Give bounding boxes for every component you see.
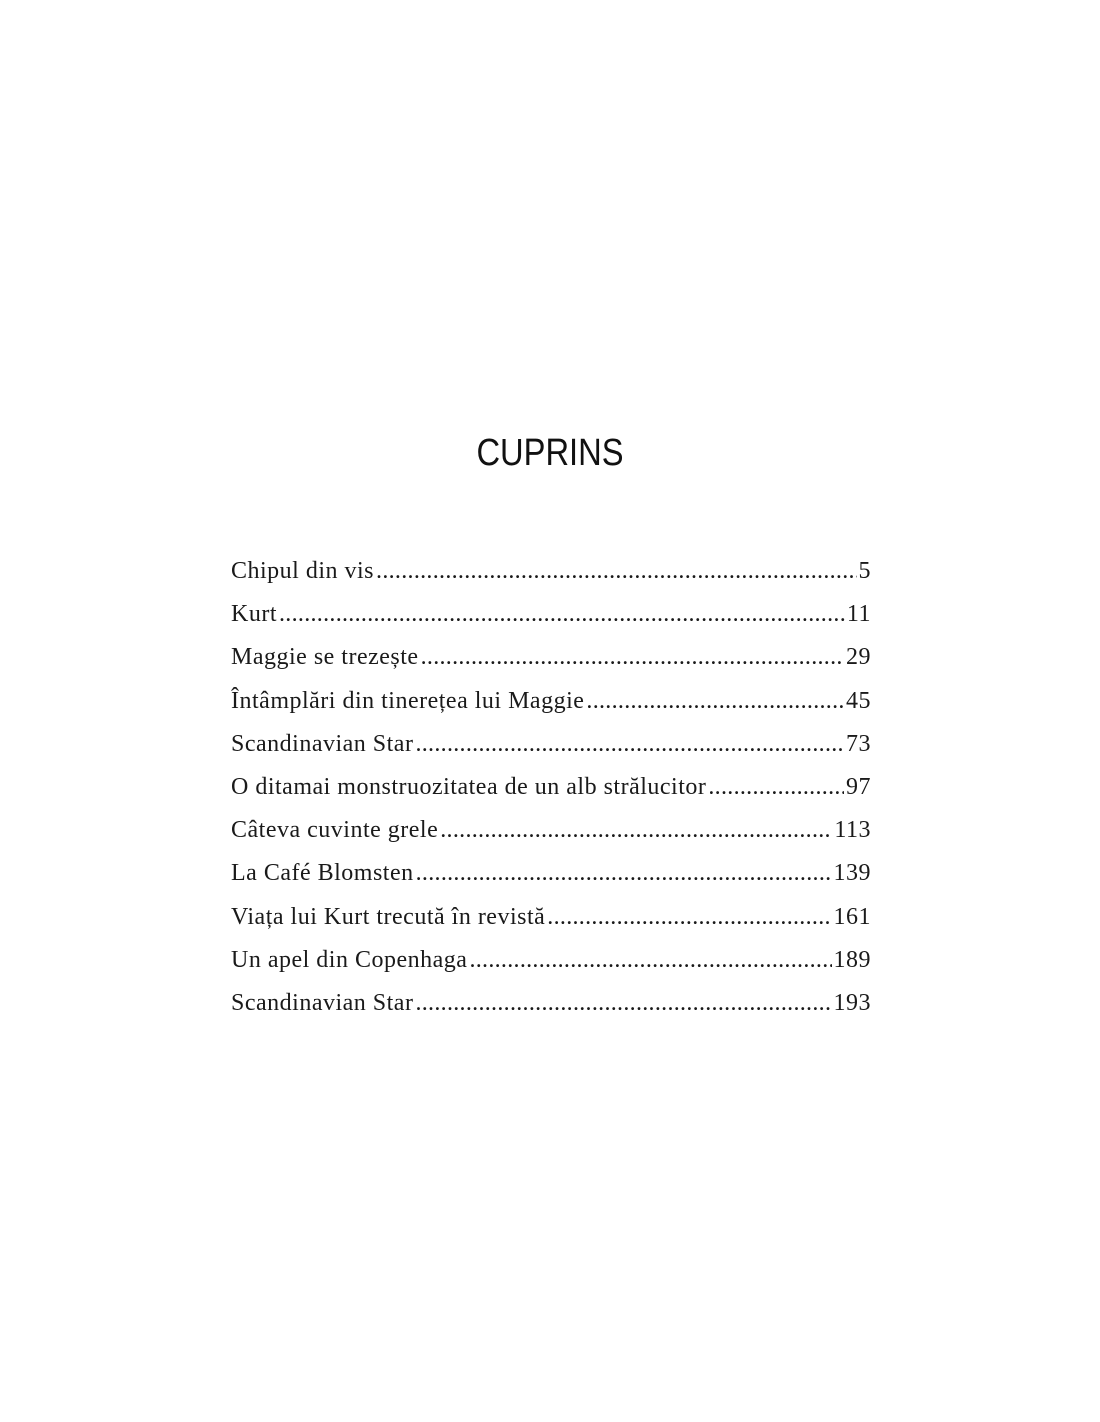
toc-page-number: 29 xyxy=(846,644,871,671)
dot-leader xyxy=(376,550,856,593)
dot-leader xyxy=(416,852,832,895)
toc-page-number: 73 xyxy=(846,730,871,757)
toc-entry-title: Maggie se trezește xyxy=(231,644,419,671)
dot-leader xyxy=(469,939,831,982)
page-title: CUPRINS xyxy=(476,432,624,474)
dot-leader xyxy=(415,723,844,766)
toc-page-number: 193 xyxy=(833,989,871,1016)
toc-page-number: 11 xyxy=(846,601,871,628)
toc-page-number: 113 xyxy=(834,817,871,844)
dot-leader xyxy=(547,896,831,939)
toc-entry xyxy=(231,852,871,895)
toc-entry-title: Kurt xyxy=(231,601,277,628)
toc-entry-title: Viața lui Kurt trecută în revistă xyxy=(231,903,546,930)
toc-entry xyxy=(231,939,871,982)
toc-entry-title: Scandinavian Star xyxy=(231,989,414,1016)
toc-entry-title: O ditamai monstruozitatea de un alb strălucitor xyxy=(231,773,707,800)
dot-leader xyxy=(421,636,844,679)
table-of-contents xyxy=(231,550,871,1025)
toc-entry xyxy=(231,680,871,723)
toc-entry-title: Un apel din Copenhaga xyxy=(231,946,468,973)
toc-entry xyxy=(231,982,871,1025)
toc-entry-title: Întâmplări din tinerețea lui Maggie xyxy=(231,687,585,714)
toc-entry xyxy=(231,550,871,593)
toc-page-number: 189 xyxy=(833,946,871,973)
toc-page-number: 161 xyxy=(833,903,871,930)
toc-entry-title: Câteva cuvinte grele xyxy=(231,817,439,844)
toc-page-number: 97 xyxy=(846,773,871,800)
toc-entry xyxy=(231,896,871,939)
toc-entry-title: La Café Blomsten xyxy=(231,860,414,887)
dot-leader xyxy=(586,680,844,723)
toc-entry-title: Chipul din vis xyxy=(231,558,375,584)
dot-leader xyxy=(415,982,831,1025)
toc-entry xyxy=(231,593,871,636)
toc-entry xyxy=(231,809,871,852)
dot-leader xyxy=(708,766,844,809)
toc-entry xyxy=(231,723,871,766)
dot-leader xyxy=(440,809,832,852)
toc-entry xyxy=(231,636,871,679)
toc-entry xyxy=(231,766,871,809)
dot-leader xyxy=(279,593,845,636)
toc-page-number: 139 xyxy=(833,860,871,887)
toc-page-number: 45 xyxy=(846,687,871,714)
toc-page-number: 5 xyxy=(858,558,871,584)
toc-entry-title: Scandinavian Star xyxy=(231,730,414,757)
